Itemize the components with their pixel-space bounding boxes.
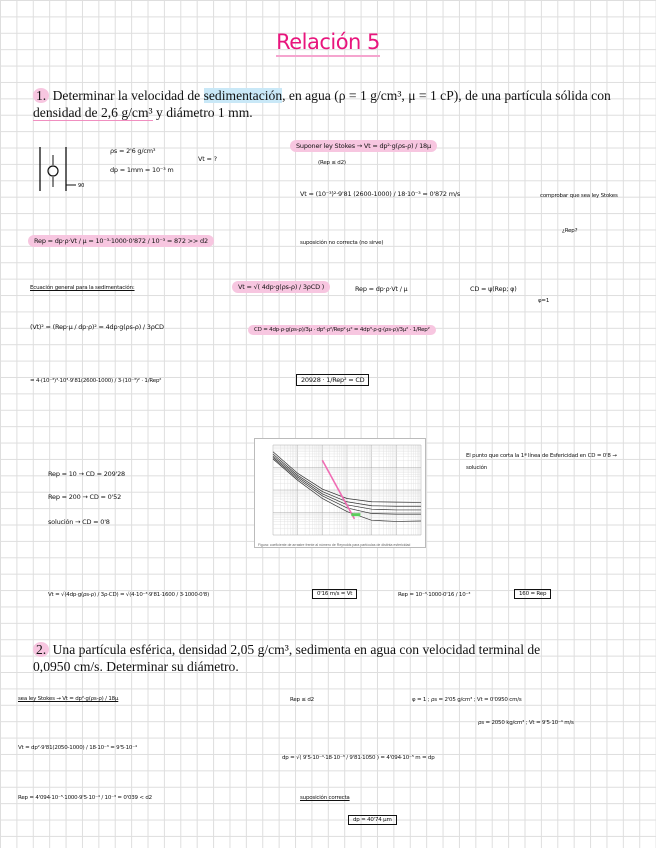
vt-final-result: 0'16 m/s = Vt [312, 589, 357, 599]
chart-note: El punto que corta la 1ª línea de Esfericidad en CD = 0'8 → solución [466, 453, 617, 471]
drag-coefficient-chart [254, 438, 426, 548]
stokes-hypothesis: Suponer ley Stokes → Vt = dp²·g(ρs-ρ) / 18μ [290, 140, 437, 152]
highlight-sedimentacion: sedimentación [203, 88, 283, 103]
page-title: Relación 5 [0, 30, 656, 54]
problem-2-number: 2. [33, 642, 49, 657]
rep-200: Rep = 200 → CD = 0'52 [48, 493, 122, 501]
vt-stokes-calc: Vt = (10⁻³)²·9'81 (2600-1000) / 18·10⁻³ = 0'872 m/s [300, 190, 461, 198]
chart-plot [255, 439, 427, 549]
p2-given-2: ρs = 2050 kg/cm³ ; Vt = 9'5·10⁻⁴ m/s [478, 720, 574, 726]
vt-general: Vt = √( 4dp·g(ρs-ρ) / 3ρCD ) [232, 281, 330, 293]
p2-rep: Rep = 4'094·10⁻⁵·1000·9'5·10⁻⁴ / 10⁻³ = 0'039 < d2 [18, 795, 152, 801]
given-dp: dp = 1mm = 10⁻³ m [110, 166, 174, 174]
solution-cd: solución → CD = 0'8 [48, 518, 110, 526]
problem-1-statement: 1. Determinar la velocidad de sedimentación, en agua (ρ = 1 g/cm³, μ = 1 cP), de una partícula sólida con densidad de 2,6 g/cm³ y diámetro 1 mm. [33, 88, 611, 120]
check-note: comprobar que sea ley Stokes [540, 193, 618, 199]
vt-squared: (Vt)² = (Rep·μ / dp·ρ)² = 4dp·g(ρs-ρ) / 3ρCD [30, 323, 164, 331]
problem-2-statement: 2. Una partícula esférica, densidad 2,05 g/cm³, sedimenta en agua con velocidad terminal de 0,0950 cm/s. Determinar su diámetro. [33, 642, 541, 674]
underline-density: densidad de 2,6 g/cm³ [33, 105, 153, 120]
stokes-condition: (Rep ≤ d2) [318, 160, 346, 166]
cd-function: CD = ψ(Rep; φ) [470, 285, 517, 293]
vt-final: Vt = √(4dp·g(ρs-ρ) / 3ρ·CD) = √(4·10⁻³·9'81·1600 / 3·1000·0'8) [48, 592, 210, 598]
p2-given-1: φ = 1 ; ρs = 2'05 g/cm³ ; Vt = 0'0950 cm/s [412, 697, 522, 703]
rep-general: Rep = dp·ρ·Vt / μ [355, 285, 408, 293]
chart-caption: Figura: coeficiente de arrastre frente al número de Reynolds para partículas de distinta esfericidad [258, 543, 411, 547]
phi-one: φ=1 [538, 298, 550, 304]
p2-condition: Rep ≤ d2 [290, 697, 314, 703]
p2-dp: dp = √( 9'5·10⁻⁴·18·10⁻³ / 9'81·1050 ) = 4'094·10⁻⁵ m = dp [282, 755, 435, 761]
problem-1-number: 1. [33, 88, 49, 103]
hypothesis-wrong: suposición no correcta (no sirve) [300, 240, 384, 246]
rep-10: Rep = 10 → CD = 209'28 [48, 470, 125, 478]
cd-expression: CD = 4dp·ρ·g(ρs-ρ)/3μ · dp²·ρ²/Rep²·μ² = 4dp³·ρ·g·(ρs-ρ)/3μ² · 1/Rep² [248, 325, 436, 335]
rep-calc: Rep = dp·ρ·Vt / μ = 10⁻³·1000·0'872 / 10⁻³ = 872 >> d2 [28, 237, 214, 245]
rep-final: Rep = 10⁻³·1000·0'16 / 10⁻³ [398, 592, 471, 598]
rep-question: ¿Rep? [562, 228, 578, 234]
given-vt: Vt = ? [198, 155, 217, 163]
svg-text:90: 90 [78, 183, 85, 189]
p2-vt: Vt = dp²·9'81(2050-1000) / 18·10⁻³ = 9'5·10⁻⁴ [18, 745, 137, 751]
given-rho: ρs = 2'6 g/cm³ [110, 147, 156, 155]
chart-pink-line [322, 460, 354, 519]
p2-stokes: sea ley Stokes → Vt = dp²·g(ρs-ρ) / 18μ [18, 696, 119, 702]
rep-final-result: 160 = Rep [514, 589, 551, 599]
general-equation-label: Ecuación general para la sedimentación: [30, 285, 135, 291]
particle-sketch-icon [36, 145, 98, 195]
cd-result: 20928 · 1/Rep² = CD [296, 374, 369, 386]
cd-numeric: = 4·(10⁻³)³·10³·9'81(2600-1000) / 3·(10⁻³)² · 1/Rep² [30, 378, 162, 384]
p2-answer: dp = 40'74 μm [348, 815, 397, 825]
p2-correct: suposición correcta [300, 795, 350, 801]
